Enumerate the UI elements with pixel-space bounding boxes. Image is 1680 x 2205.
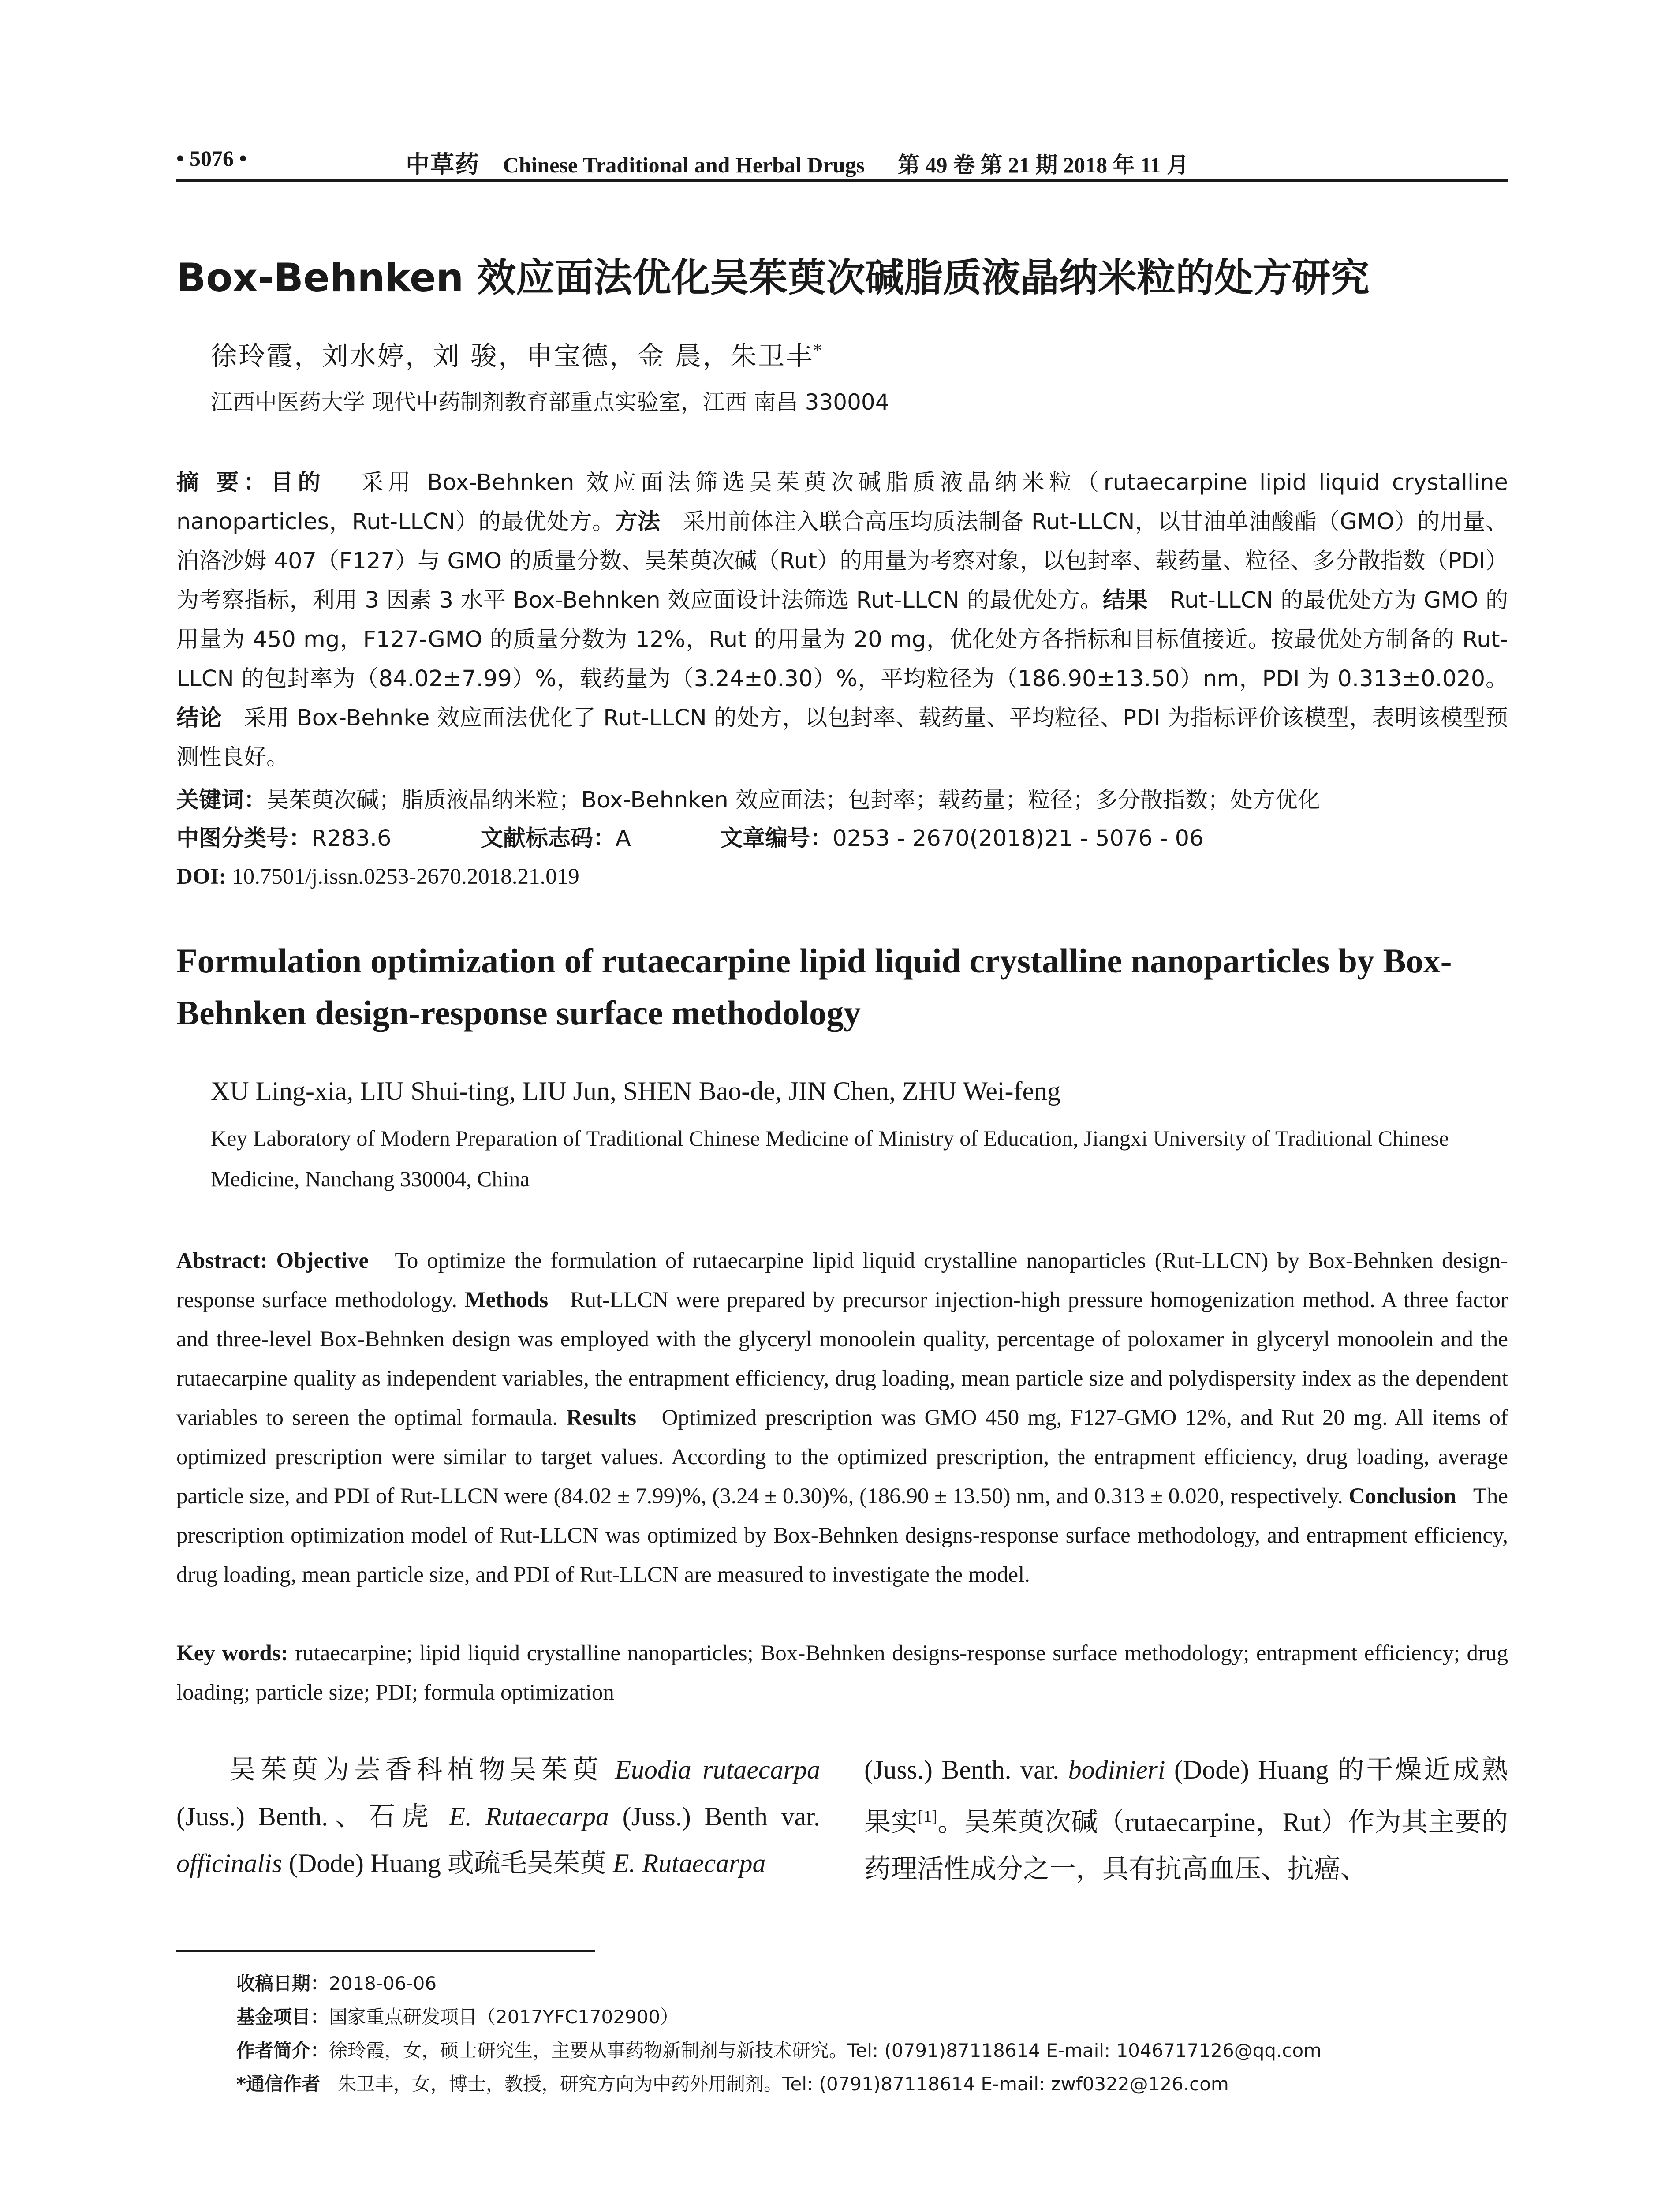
cn-abstract-label: 摘 要： — [176, 470, 271, 496]
en-results-label: Results — [566, 1405, 636, 1430]
cn-keywords — [176, 781, 1508, 820]
doi-line — [176, 857, 1508, 897]
reference-marker[interactable]: [1] — [918, 1807, 937, 1826]
cn-classification — [176, 819, 1508, 858]
doccode-value: A — [615, 826, 631, 852]
en-affiliation: Key Laboratory of Modern Preparation of Traditional Chinese Medicine of Ministry of Education, Jiangxi University of Traditional Chinese Medicine, Nanchang 330004, China — [211, 1126, 1449, 1191]
cn-objective-label: 目的 — [270, 470, 325, 496]
body-paragraph — [864, 1746, 1508, 1892]
page-number: • 5076 • — [176, 146, 247, 171]
en-abstract — [176, 1241, 1508, 1595]
journal-issue: 第 49 卷 第 21 期 2018 年 11 月 — [897, 153, 1189, 177]
cn-author-list: 徐玲霞，刘水婷，刘 骏，申宝德，金 晨，朱卫丰 — [211, 341, 814, 372]
footnote-label: 基金项目： — [236, 2006, 329, 2028]
footnote-value: 徐玲霞，女，硕士研究生，主要从事药物新制剂与新技术研究。Tel: (0791)87118614 E-mail: 1046717126@qq.com — [329, 2040, 1322, 2061]
species-name: E. Rutaecarpa — [449, 1802, 609, 1831]
body-text: 吴茱萸为芸香科植物吴茱萸 — [229, 1755, 615, 1784]
header-rule — [176, 179, 1508, 182]
en-results: Optimized prescription was GMO 450 mg, F127-GMO 12%, and Rut 20 mg. All items of optimized prescription were similar to target values. According to the optimized prescription, the entrapment efficiency, drug loading, average particle size, and PDI of Rut-LLCN were (84.02 ± 7.99)%, (3.24 ± 0.30)%, (186.90 ± 13.50) nm, and 0.313 ± 0.020, respectively. — [176, 1405, 1508, 1509]
cn-abstract — [176, 463, 1508, 777]
cn-affiliation: 江西中医药大学 现代中药制剂教育部重点实验室，江西 南昌 330004 — [211, 389, 889, 415]
cn-results: Rut-LLCN 的最优处方为 GMO 的用量为 450 mg，F127-GMO 的质量分数为 12%，Rut 的用量为 20 mg，优化处方各指标和目标值接近。按最优处方制备的 Rut-LLCN 的包封率为（84.02±7.99）%，载药量为（3.24±0.30）%，平均粒径为（186.90±13.50）nm，PDI 为 0.313±0.020。 — [176, 587, 1508, 692]
body-text: (Juss.) Benth var. — [609, 1802, 820, 1831]
en-objective: To optimize the formulation of rutaecarpine lipid liquid crystalline nanoparticles (Rut-LLCN) by Box-Behnken design-response surface methodology. — [176, 1248, 1508, 1312]
en-methods-label: Methods — [464, 1288, 549, 1312]
species-name: Euodia rutaecarpa — [615, 1755, 821, 1784]
en-conclusion-label: Conclusion — [1348, 1484, 1456, 1509]
footnote-received — [236, 1967, 1508, 2000]
body-text: (Dode) Huang 或疏毛吴茱萸 — [282, 1849, 613, 1878]
cn-methods: 采用前体注入联合高压均质法制备 Rut-LLCN，以甘油单油酸酯（GMO）的用量、泊洛沙姆 407（F127）与 GMO 的质量分数、吴茱萸次碱（Rut）的用量为考察对象，以包封率、载药量、粒径、多分散指数（PDI）为考察指标，利用 3 因素 3 水平 Box-Behnken 效应面设计法筛选 Rut-LLCN 的最优处方。 — [176, 509, 1508, 613]
en-authors: XU Ling-xia, LIU Shui-ting, LIU Jun, SHEN Bao-de, JIN Chen, ZHU Wei-feng — [211, 1076, 1061, 1106]
article-no-label: 文章编号： — [720, 826, 833, 852]
doi-label: DOI: — [176, 864, 227, 889]
footnote-value: 国家重点研发项目（2017YFC1702900） — [329, 2006, 679, 2028]
species-name: E. Rutaecarpa — [612, 1849, 766, 1878]
cn-conclusion: 采用 Box-Behnke 效应面法优化了 Rut-LLCN 的处方，以包封率、载药量、平均粒径、PDI 为指标评价该模型，表明该模型预测性良好。 — [176, 705, 1508, 770]
footnote-fund — [236, 2000, 1508, 2034]
en-methods: Rut-LLCN were prepared by precursor injection-high pressure homogenization method. A three factor and three-level Box-Behnken design was employed with the glyceryl monoolein quality, percentage of poloxamer in glyceryl monoolein and the rutaecarpine quality as independent variables, the entrapment efficiency, drug loading, mean particle size and polydispersity index as the dependent variables to sereen the optimal formaula. — [176, 1288, 1508, 1430]
en-conclusion: The prescription optimization model of Rut-LLCN was optimized by Box-Behnken designs-response surface methodology, and entrapment efficiency, drug loading, mean particle size, and PDI of Rut-LLCN are measured to investigate the model. — [176, 1484, 1508, 1587]
cn-methods-label: 方法 — [615, 509, 661, 535]
journal-name-en: Chinese Traditional and Herbal Drugs — [503, 153, 865, 177]
cn-conclusion-label: 结论 — [176, 705, 222, 731]
running-header — [176, 141, 1508, 176]
footnote-label: *通信作者 — [236, 2073, 320, 2095]
cn-results-label: 结果 — [1102, 587, 1148, 613]
footnotes — [236, 1967, 1508, 2101]
footnote-value: 朱卫丰，女，博士，教授，研究方向为中药外用制剂。Tel: (0791)87118614 E-mail: zwf0322@126.com — [338, 2073, 1229, 2095]
journal-logo-cn: 中草药 — [406, 151, 480, 178]
en-title: Formulation optimization of rutaecarpine lipid liquid crystalline nanoparticles by Box-Behnken design-response surface methodology — [176, 942, 1452, 1032]
en-abstract-label: Abstract: Objective — [176, 1248, 369, 1273]
journal-line — [406, 146, 1189, 179]
cn-keywords-text: 吴茱萸次碱；脂质液晶纳米粒；Box-Behnken 效应面法；包封率；载药量；粒径；多分散指数；处方优化 — [266, 787, 1321, 813]
body-column-left — [176, 1746, 820, 1887]
body-column-right — [864, 1746, 1508, 1892]
body-text: (Juss.) Benth. var. — [864, 1755, 1068, 1784]
body-text: (Dode) Huang 的干燥近成熟果实 — [864, 1755, 1508, 1837]
cn-title: Box-Behnken 效应面法优化吴茱萸次碱脂质液晶纳米粒的处方研究 — [176, 255, 1370, 300]
cn-authors — [211, 335, 823, 373]
cn-objective: 采用 Box-Behnken 效应面法筛选吴茱萸次碱脂质液晶纳米粒（rutaecarpine lipid liquid crystalline nanoparticles，Rut-LLCN）的最优处方。 — [176, 470, 1508, 535]
footnote-value: 2018-06-06 — [329, 1973, 437, 1994]
body-paragraph — [176, 1746, 820, 1887]
body-text: 。吴茱萸次碱（rutaecarpine，Rut）作为其主要的药理活性成分之一，具有抗高血压、抗癌、 — [864, 1808, 1508, 1884]
footnote-author — [236, 2034, 1508, 2067]
species-name: bodinieri — [1068, 1755, 1165, 1784]
en-keywords — [176, 1634, 1508, 1712]
footnote-rule — [176, 1950, 595, 1952]
footnote-label: 作者简介： — [236, 2040, 329, 2061]
species-name: officinalis — [176, 1849, 282, 1878]
article-no-value: 0253 - 2670(2018)21 - 5076 - 06 — [833, 826, 1204, 852]
clc-value: R283.6 — [311, 826, 392, 852]
body-text: (Juss.) Benth.、石虎 — [176, 1802, 449, 1831]
doccode-label: 文献标志码： — [480, 826, 616, 852]
en-keywords-label: Key words: — [176, 1641, 288, 1666]
footnote-label: 收稿日期： — [236, 1973, 329, 1994]
doi-value: 10.7501/j.issn.0253-2670.2018.21.019 — [232, 864, 579, 889]
corresponding-mark: * — [814, 342, 823, 360]
footnote-corresponding — [236, 2067, 1508, 2101]
clc-label: 中图分类号： — [176, 826, 312, 852]
cn-keywords-label: 关键词： — [176, 787, 267, 813]
en-keywords-text: rutaecarpine; lipid liquid crystalline nanoparticles; Box-Behnken designs-response surface methodology; entrapment efficiency; drug loading; particle size; PDI; formula optimization — [176, 1641, 1508, 1705]
